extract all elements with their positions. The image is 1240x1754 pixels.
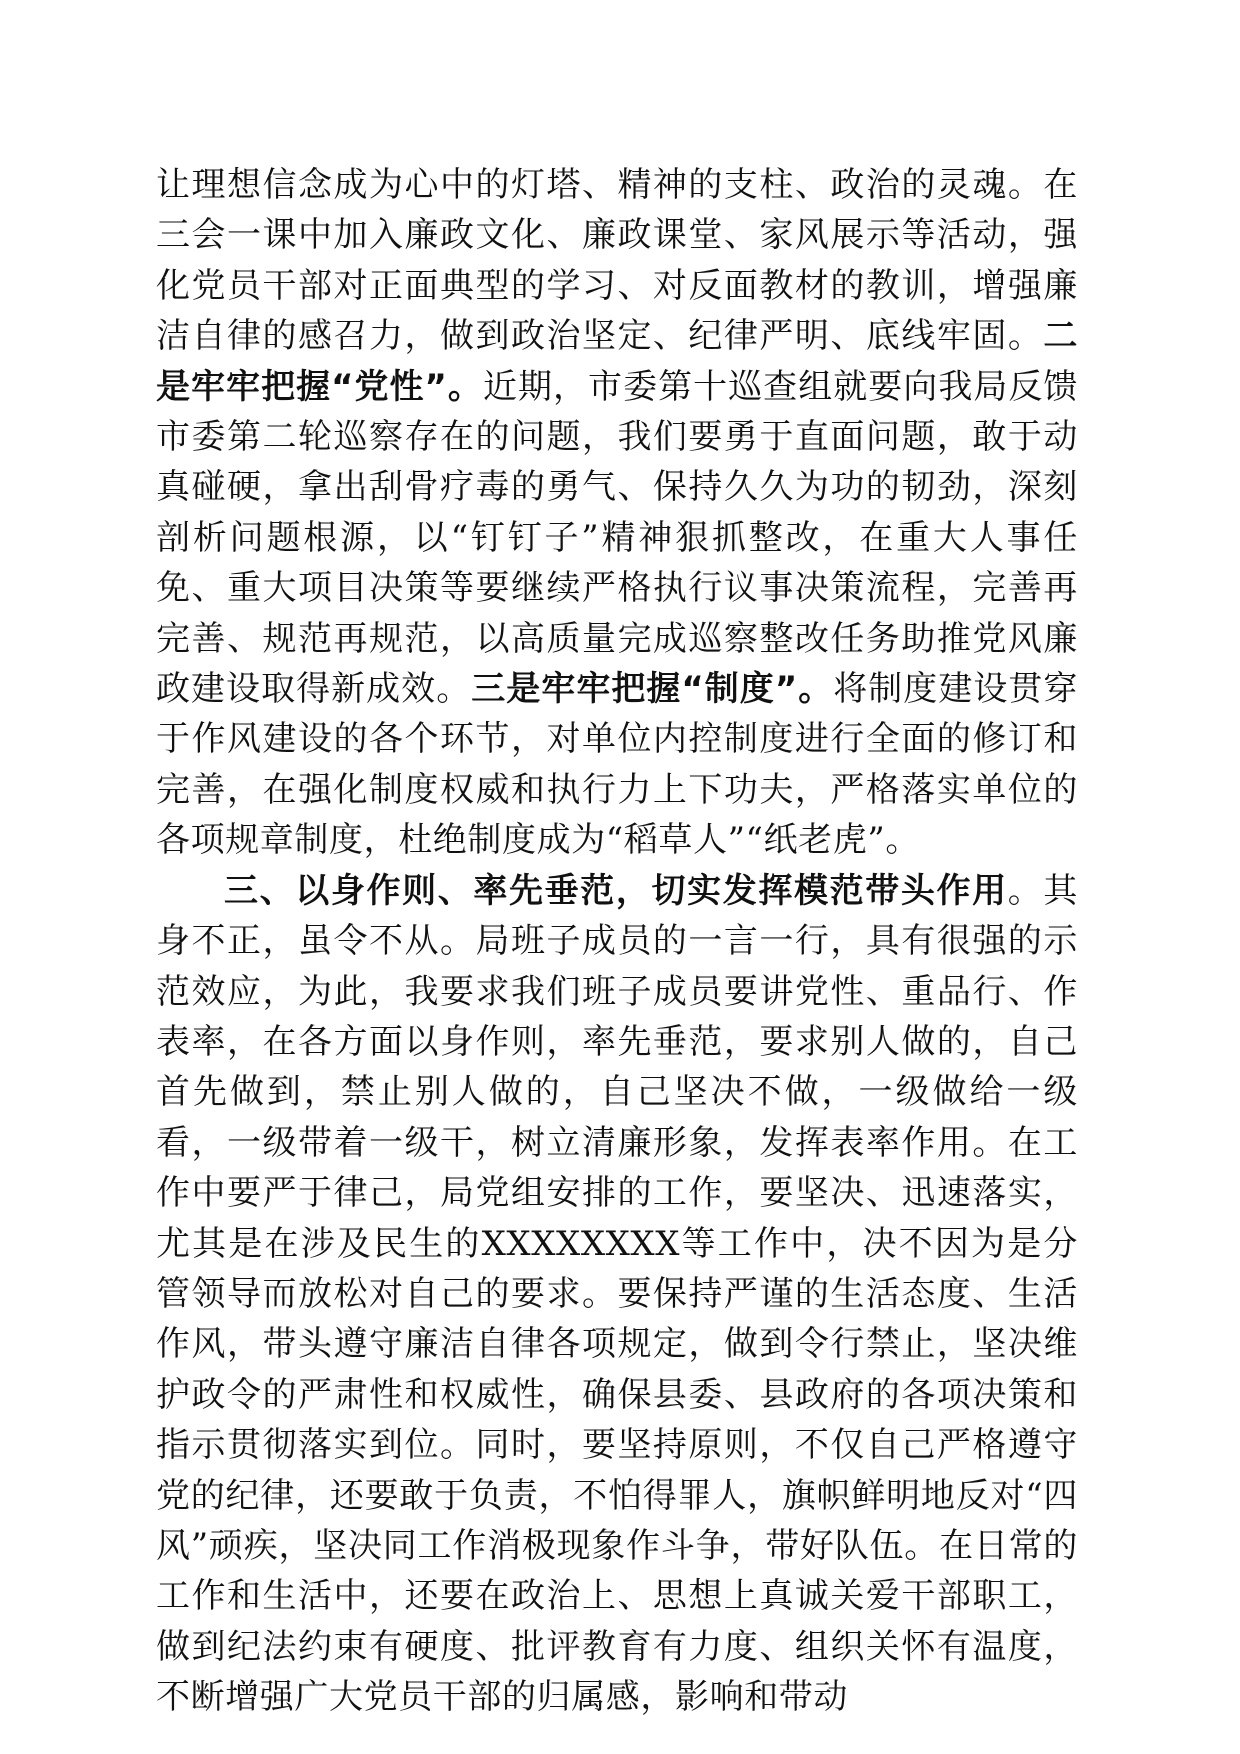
section-three-paragraph: [156, 866, 1078, 1723]
paragraph-text: 让理想信念成为心中的灯塔、精神的支柱、政治的灵魂。在三会一课中加入廉政文化、廉政课堂、家风展示等活动，强化党员干部对正面典型的学习、对反面教材的教训，增强廉洁自律的感召力，做到政治坚定、纪律严明、底线牢固。: [156, 165, 1078, 357]
point-heading-three: 三是牢牢把握“制度”。: [471, 669, 834, 710]
section-heading: 三、以身作则、率先垂范，切实发挥模范带头作用: [224, 870, 1008, 911]
point-heading-two: 二是牢牢把握“党性”。: [156, 316, 1078, 407]
paragraph-text: 近期，市委第十巡查组就要向我局反馈市委第二轮巡察存在的问题，我们要勇于直面问题，敢于动真碰硬，拿出刮骨疗毒的勇气、保持久久为功的韧劲，深刻剖析问题根源，以“钉钉子”精神狠抓整改，在重大人事任免、重大项目决策等要继续严格执行议事决策流程，完善再完善、规范再规范，以高质量完成巡察整改任务助推党风廉政建设取得新成效。: [156, 366, 1078, 710]
paragraph-text: 。其身不正，虽令不从。局班子成员的一言一行，具有很强的示范效应，为此，我要求我们班子成员要讲党性、重品行、作表率，在各方面以身作则，率先垂范，要求别人做的，自己首先做到，禁止别人做的，自己坚决不做，一级做给一级看，一级带着一级干，树立清廉形象，发挥表率作用。在工作中要严于律己，局党组安排的工作，要坚决、迅速落实，尤其是在涉及民生的XXXXXXXX等工作中，决不因为是分管领导而放松对自己的要求。要保持严谨的生活态度、生活作风，带头遵守廉洁自律各项规定，做到令行禁止，坚决维护政令的严肃性和权威性，确保县委、县政府的各项决策和指示贯彻落实到位。同时，要坚持原则，不仅自己严格遵守党的纪律，还要敢于负责，不怕得罪人，旗帜鲜明地反对“四风”顽疾，坚决同工作消极现象作斗争，带好队伍。在日常的工作和生活中，还要在政治上、思想上真诚关爱干部职工，做到纪法约束有硬度、批评教育有力度、组织关怀有温度，不断增强广大党员干部的归属感，影响和带动: [156, 870, 1079, 1718]
paragraph-text: 将制度建设贯穿于作风建设的各个环节，对单位内控制度进行全面的修订和完善，在强化制度权威和执行力上下功夫，严格落实单位的各项规章制度，杜绝制度成为“稻草人”“纸老虎”。: [156, 669, 1078, 861]
paragraph-continuation: [156, 160, 1078, 866]
document-body: [156, 160, 1078, 1723]
